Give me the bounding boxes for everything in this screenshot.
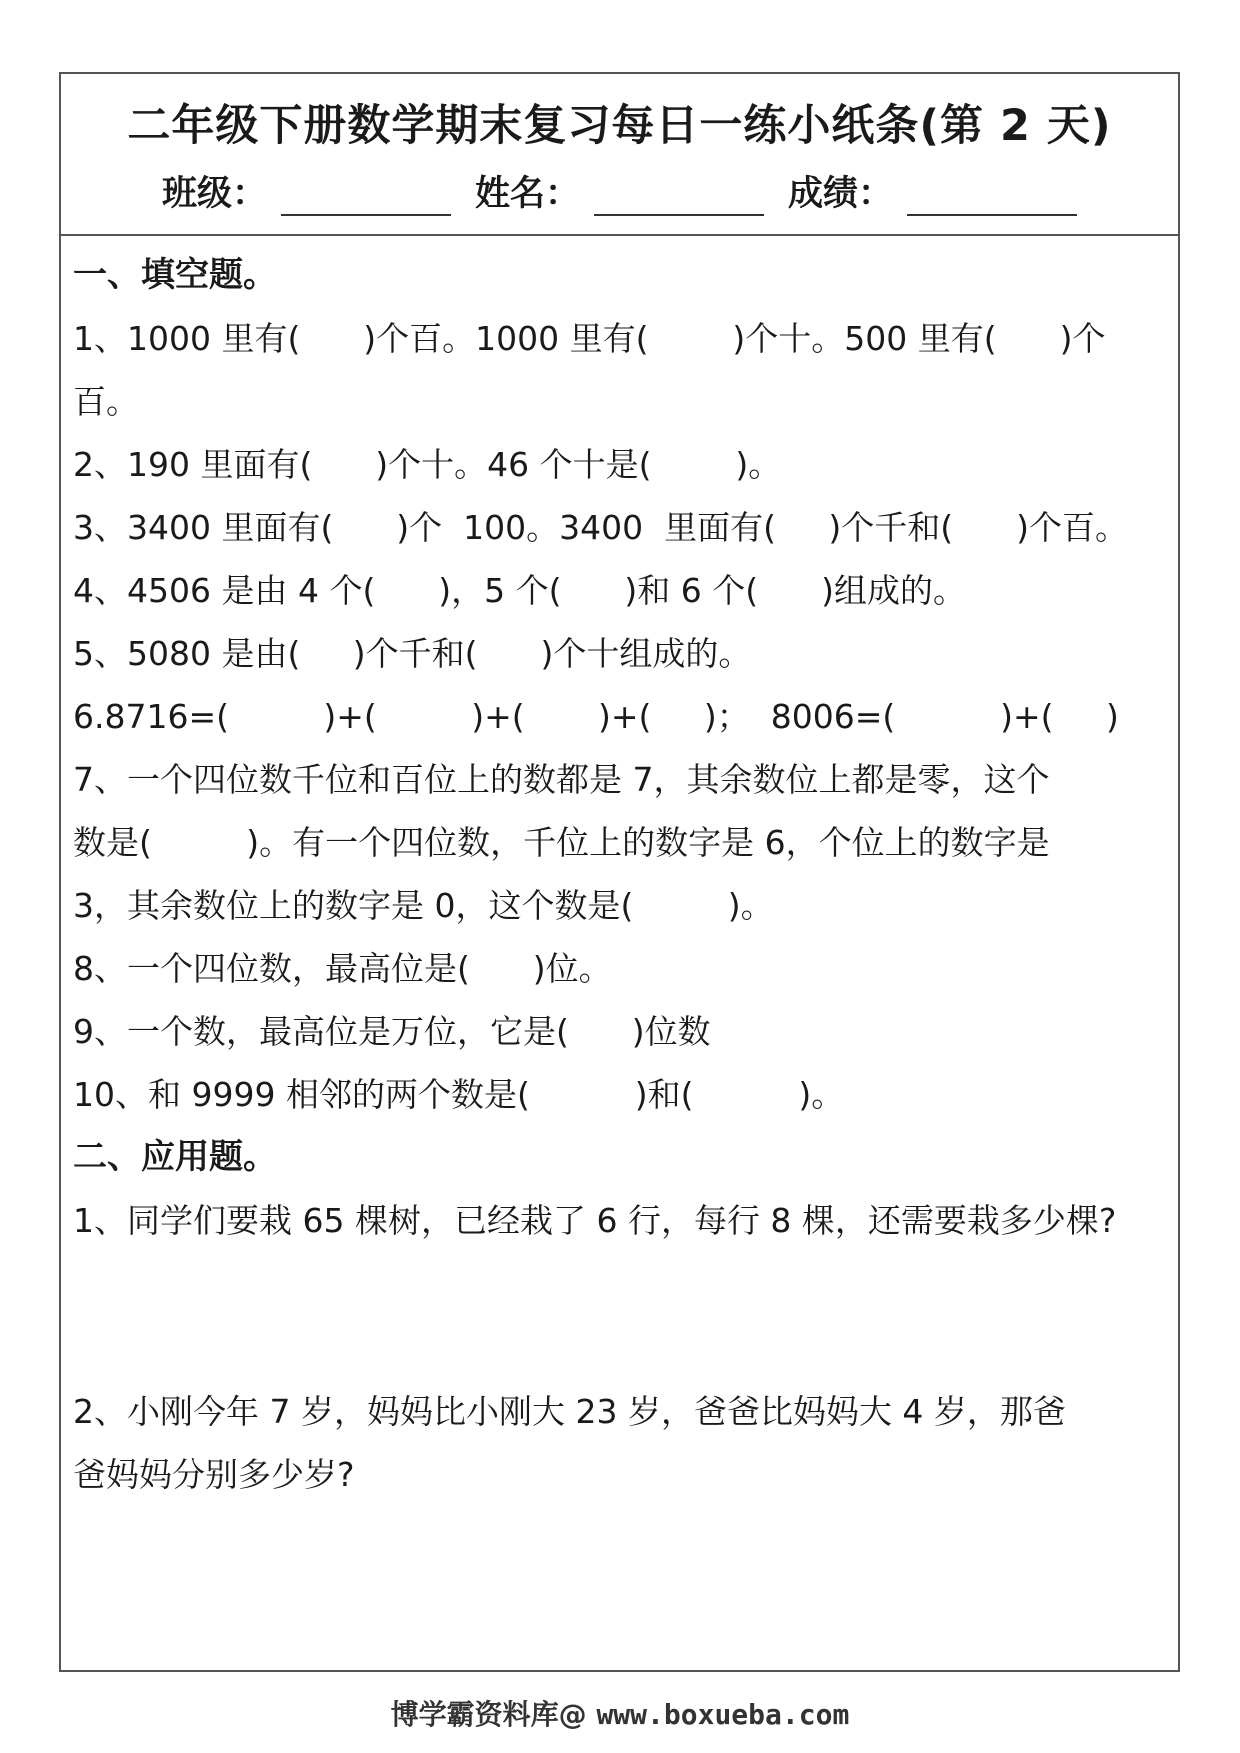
name-field (475, 172, 764, 216)
question-line: 8、一个四位数，最高位是( )位。 (73, 949, 612, 988)
class-field (162, 172, 451, 216)
score-label: 成绩： (788, 174, 894, 214)
class-label: 班级： (161, 174, 267, 214)
question-line: 10、和 9999 相邻的两个数是( )和( )。 (73, 1075, 845, 1114)
question-line: 5、5080 是由( )个千和( )个十组成的。 (73, 634, 752, 673)
student-info-row (61, 172, 1178, 216)
score-blank (907, 180, 1077, 216)
word-problem-1: 1、同学们要栽 65 棵树，已经栽了 6 行，每行 8 棵，还需要栽多少棵? (73, 1201, 1117, 1240)
question-line: 数是( )。有一个四位数，千位上的数字是 6，个位上的数字是 (73, 823, 1050, 862)
worksheet (59, 72, 1180, 1672)
worksheet-header (61, 74, 1178, 236)
question-line: 6.8716=( )+( )+( )+( )； 8006=( )+( ) (73, 697, 1119, 736)
question-line: 百。 (73, 382, 139, 421)
score-field (788, 172, 1077, 216)
question-line: 3、3400 里面有( )个 100。3400 里面有( )个千和( )个百。 (73, 508, 1128, 547)
word-problem-2-line-2: 爸妈妈分别多少岁? (73, 1455, 355, 1494)
footer-watermark (0, 1693, 1240, 1733)
word-problem-2-line-1: 2、小刚今年 7 岁，妈妈比小刚大 23 岁，爸爸比妈妈大 4 岁，那爸 (73, 1392, 1066, 1431)
footer-brand: 博学霸资料库@ (390, 1698, 587, 1731)
section-word-problems-title: 二、应用题。 (73, 1137, 277, 1177)
worksheet-content (61, 236, 1178, 1506)
question-line: 3，其余数位上的数字是 0，这个数是( )。 (73, 886, 774, 925)
name-blank (594, 180, 764, 216)
question-line: 1、1000 里有( )个百。1000 里有( )个十。500 里有( )个 (73, 319, 1106, 358)
question-line: 9、一个数，最高位是万位，它是( )位数 (73, 1012, 711, 1051)
question-line: 7、一个四位数千位和百位上的数都是 7，其余数位上都是零，这个 (73, 760, 1050, 799)
question-line: 2、190 里面有( )个十。46 个十是( )。 (73, 445, 782, 484)
footer-url: www.boxueba.com (596, 1698, 850, 1731)
worksheet-title: 二年级下册数学期末复习每日一练小纸条(第 2 天) (127, 101, 1112, 151)
name-label: 姓名： (474, 174, 580, 214)
class-blank (281, 180, 451, 216)
section-fill-blank-title: 一、填空题。 (73, 255, 277, 295)
question-line: 4、4506 是由 4 个( )，5 个( )和 6 个( )组成的。 (73, 571, 966, 610)
answer-space-1 (73, 1252, 1168, 1380)
